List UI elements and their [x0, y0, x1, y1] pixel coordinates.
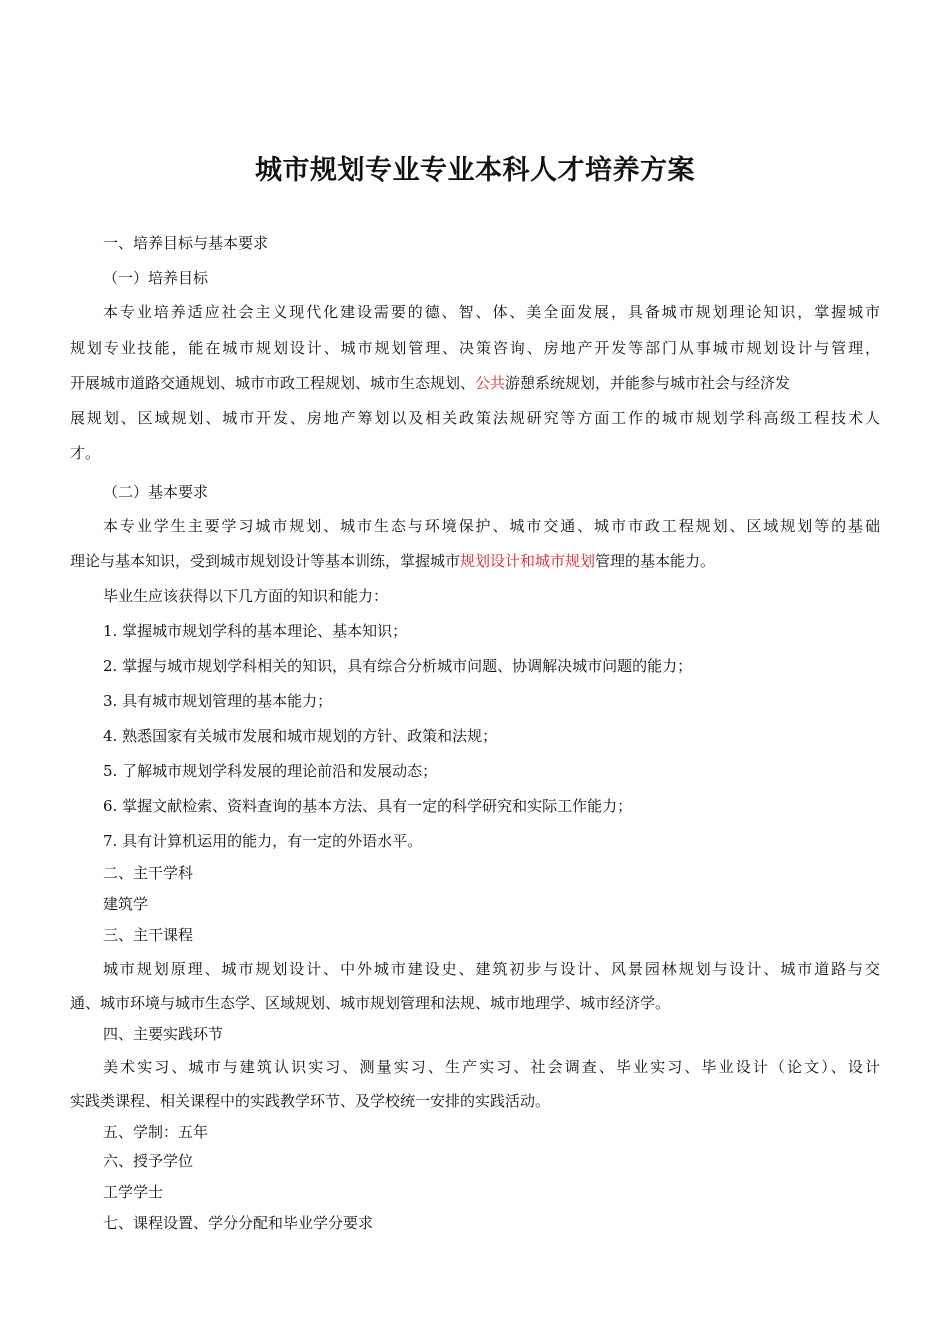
paragraph-2-line-2-part-a: 理论与基本知识，受到城市规划设计等基本训练，掌握城市: [70, 552, 461, 570]
paragraph-2-line-1: 本专业学生主要学习城市规划、城市生态与环境保护、城市交通、城市市政工程规划、区域规划等的基础: [103, 517, 880, 535]
section-2-heading: 二、主干学科: [103, 864, 194, 882]
paragraph-2-line-2: [70, 551, 715, 571]
paragraph-1-line-3: [70, 373, 790, 393]
abilities-intro: 毕业生应该获得以下几方面的知识和能力：: [103, 587, 389, 605]
ability-item-4: 4. 熟悉国家有关城市发展和城市规划的方针、政策和法规；: [103, 727, 498, 745]
subsection-2-heading: （二）基本要求: [103, 483, 209, 501]
practice-line-1: 美术实习、城市与建筑认识实习、测量实习、生产实习、社会调查、毕业实习、毕业设计（论文）、设计: [103, 1058, 880, 1076]
paragraph-1-line-5: 才。: [70, 444, 101, 462]
courses-line-2: 通、城市环境与城市生态学、区域规划、城市规划管理和法规、城市地理学、城市经济学。: [70, 994, 671, 1012]
paragraph-1-line-1: 本专业培养适应社会主义现代化建设需要的德、智、体、美全面发展，具备城市规划理论知识，掌握城市: [103, 303, 880, 321]
ability-item-6: 6. 掌握文献检索、资料查询的基本方法、具有一定的科学研究和实际工作能力；: [103, 797, 633, 815]
ability-item-3: 3. 具有城市规划管理的基本能力；: [103, 692, 333, 710]
ability-item-1: 1. 掌握城市规划学科的基本理论、基本知识；: [103, 622, 408, 640]
section-6-body: 工学学士: [103, 1183, 164, 1201]
paragraph-1-line-4: 展规划、区域规划、城市开发、房地产筹划以及相关政策法规研究等方面工作的城市规划学科高级工程技术人: [70, 409, 880, 427]
paragraph-1-line-3-part-a: 开展城市道路交通规划、城市市政工程规划、城市生态规划、: [70, 374, 476, 392]
section-4-heading: 四、主要实践环节: [103, 1025, 224, 1043]
paragraph-1-line-3-part-c: 游憩系统规划，并能参与城市社会与经济发: [505, 374, 791, 392]
section-2-body: 建筑学: [103, 895, 149, 913]
highlight-planning-design: 规划设计和城市规划: [460, 552, 596, 570]
ability-item-2: 2. 掌握与城市规划学科相关的知识，具有综合分析城市问题、协调解决城市问题的能力；: [103, 657, 693, 675]
courses-line-1: 城市规划原理、城市规划设计、中外城市建设史、建筑初步与设计、风景园林规划与设计、城市道路与交: [103, 960, 880, 978]
subsection-1-heading: （一）培养目标: [103, 269, 209, 287]
document-title: 城市规划专业专业本科人才培养方案: [255, 155, 695, 186]
highlight-public: 公共: [475, 374, 506, 392]
section-5-heading: 五、学制：五年: [103, 1123, 209, 1141]
paragraph-1-line-2: 规划专业技能，能在城市规划设计、城市规划管理、决策咨询、房地产开发等部门从事城市规划设计与管理，: [70, 339, 880, 357]
section-1-heading: 一、培养目标与基本要求: [103, 234, 269, 252]
section-7-heading: 七、课程设置、学分分配和毕业学分要求: [103, 1214, 374, 1232]
ability-item-5: 5. 了解城市规划学科发展的理论前沿和发展动态；: [103, 762, 438, 780]
section-6-heading: 六、授予学位: [103, 1152, 194, 1170]
paragraph-2-line-2-part-c: 管理的基本能力。: [595, 552, 716, 570]
ability-item-7: 7. 具有计算机运用的能力，有一定的外语水平。: [103, 832, 423, 850]
practice-line-2: 实践类课程、相关课程中的实践教学环节、及学校统一安排的实践活动。: [70, 1092, 551, 1110]
section-3-heading: 三、主干课程: [103, 926, 194, 944]
